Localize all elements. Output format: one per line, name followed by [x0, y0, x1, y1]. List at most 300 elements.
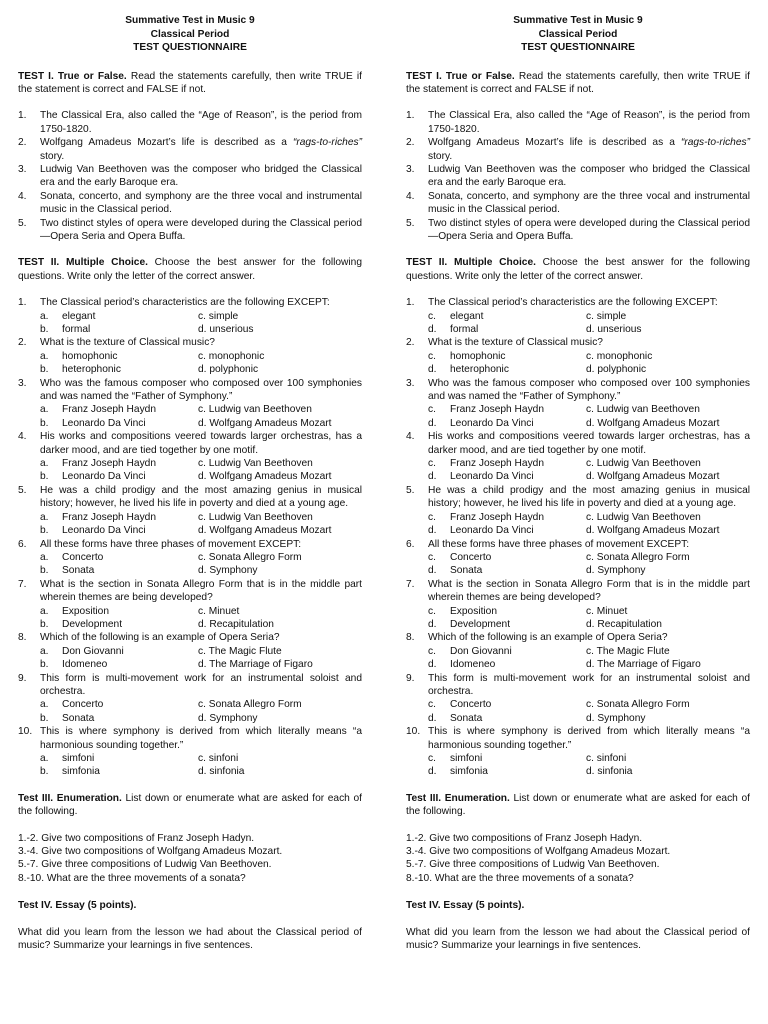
question-text: Who was the famous composer who composed over 100 symphonies and was named the “Father of Symphony.”: [40, 377, 362, 403]
option-d: [198, 564, 358, 577]
option-d: [586, 765, 746, 778]
question-text: What is the section in Sonata Allegro Form that is in the middle part wherein themes are being developed?: [428, 578, 750, 604]
option-text: Minuet: [596, 605, 628, 617]
option-text: Sonata: [62, 712, 95, 724]
option-a: [40, 645, 198, 658]
option-text: Franz Joseph Haydn: [62, 511, 157, 523]
option-text: Sonata: [450, 712, 483, 724]
option-text: Franz Joseph Haydn: [62, 404, 157, 416]
option-d: [198, 712, 358, 725]
option-letter: d.: [428, 712, 437, 724]
option-letter: c.: [428, 511, 436, 523]
option-d: [198, 470, 358, 483]
option-b: [40, 712, 198, 725]
option-a: [428, 350, 586, 363]
option-text: Don Giovanni: [450, 645, 512, 657]
option-letter: c.: [198, 605, 206, 617]
option-a: [428, 752, 586, 765]
answer-options: [40, 310, 362, 337]
option-b: [40, 417, 198, 430]
answer-options: [428, 605, 750, 632]
option-letter: b.: [40, 417, 49, 429]
question-item: [406, 725, 750, 779]
option-letter: c.: [428, 551, 436, 563]
option-text: Wolfgang Amadeus Mozart: [209, 417, 332, 429]
option-a: [40, 605, 198, 618]
test2-heading: TEST II. Multiple Choice.: [406, 257, 536, 269]
option-letter: c.: [198, 310, 206, 322]
option-text: sinfonia: [209, 766, 245, 778]
question-text: This form is multi-movement work for an instrumental soloist and orchestra.: [40, 672, 362, 697]
option-text: Wolfgang Amadeus Mozart: [209, 471, 332, 483]
answer-options: [40, 350, 362, 377]
test-kind: TEST QUESTIONNAIRE: [133, 42, 247, 53]
test-title: Summative Test in Music 9: [513, 15, 643, 26]
answer-options: [428, 403, 750, 430]
option-text: The Marriage of Figaro: [597, 659, 701, 671]
question-number: 1.: [406, 297, 415, 309]
item-number: 1.: [18, 110, 27, 122]
question-text: All these forms have three phases of movement EXCEPT:: [40, 538, 302, 550]
question-text: What is the texture of Classical music?: [428, 337, 603, 349]
question-number: 3.: [406, 377, 415, 389]
option-text: Ludwig Van Beethoven: [208, 511, 313, 523]
question-number: 8.: [18, 632, 27, 644]
item-text: Two distinct styles of opera were developed during the Classical period—Opera Seria and Opera Buffa.: [428, 217, 750, 242]
option-letter: d.: [428, 364, 437, 376]
option-letter: c.: [428, 310, 436, 322]
option-a: [428, 551, 586, 564]
test2-instruction: Choose the best answer for the following questions. Write only the letter of the correct answer.: [18, 257, 363, 282]
option-c: [198, 350, 358, 363]
option-text: Leonardo Da Vinci: [62, 471, 146, 483]
option-text: unserious: [209, 324, 254, 335]
option-c: [198, 310, 358, 323]
option-text: simfonia: [450, 766, 488, 778]
option-letter: a.: [40, 753, 49, 764]
option-letter: b.: [40, 471, 49, 483]
option-text: Exposition: [450, 605, 498, 617]
test1-heading: TEST I. True or False.: [18, 70, 127, 82]
option-b: [428, 658, 586, 671]
option-text: Franz Joseph Haydn: [62, 458, 157, 470]
option-c: [586, 551, 746, 564]
option-letter: a.: [40, 350, 49, 362]
option-c: [586, 752, 746, 765]
option-text: elegant: [62, 310, 96, 322]
question-text: Which of the following is an example of Opera Seria?: [40, 632, 280, 644]
option-text: monophonic: [596, 350, 653, 362]
answer-options: [40, 645, 362, 672]
option-letter: c.: [586, 645, 594, 657]
option-letter: c.: [198, 458, 206, 470]
option-a: [428, 310, 586, 323]
question-number: 4.: [18, 431, 27, 443]
item-text-end: story.: [428, 150, 453, 162]
option-text: simfoni: [62, 753, 95, 764]
left-copy: [18, 14, 362, 952]
option-text: sinfonia: [597, 766, 633, 778]
item-emphasis: “rags-to-riches”: [680, 137, 750, 149]
option-text: Ludwig Van Beethoven: [596, 458, 701, 470]
option-a: [428, 605, 586, 618]
item-text: The Classical Era, also called the “Age of Reason”, is the period from 1750-1820.: [428, 110, 750, 135]
option-b: [428, 564, 586, 577]
test3-instruction: List down or enumerate what are asked for each of the following.: [406, 792, 750, 818]
option-b: [40, 765, 198, 778]
option-a: [428, 645, 586, 658]
question-number: 5.: [406, 484, 415, 496]
answer-options: [40, 457, 362, 484]
question-number: 2.: [406, 337, 415, 349]
option-text: polyphonic: [209, 364, 259, 376]
option-letter: b.: [40, 565, 49, 577]
item-text: Two distinct styles of opera were developed during the Classical period—Opera Seria and Opera Buffa.: [40, 217, 362, 242]
essay-question: What did you learn from the lesson we had about the Classical period of music? Summarize your learnings in five sentences.: [18, 926, 362, 952]
option-letter: a.: [40, 511, 49, 523]
option-a: [40, 511, 198, 524]
question-item: [406, 336, 750, 376]
option-text: Don Giovanni: [62, 645, 124, 657]
option-b: [40, 323, 198, 336]
option-d: [198, 765, 358, 778]
question-text: What is the section in Sonata Allegro Form that is in the middle part wherein themes are being developed?: [40, 578, 362, 604]
option-d: [586, 363, 746, 376]
option-c: [586, 457, 746, 470]
option-text: Symphony: [597, 712, 646, 724]
option-letter: d.: [586, 364, 595, 376]
option-text: Concerto: [450, 551, 492, 563]
true-false-item: [406, 109, 750, 136]
option-a: [40, 752, 198, 765]
option-letter: c.: [586, 699, 594, 711]
option-c: [198, 605, 358, 618]
option-a: [428, 403, 586, 416]
enumeration-list: [18, 832, 362, 886]
option-letter: d.: [428, 525, 437, 537]
option-letter: d.: [198, 471, 207, 483]
question-item: [18, 377, 362, 431]
option-letter: d.: [198, 324, 207, 335]
option-a: [40, 403, 198, 416]
question-number: 1.: [18, 297, 27, 309]
option-letter: c.: [428, 404, 436, 416]
question-text: This is where symphony is derived from which literally means “a harmonious sounding together.”: [40, 726, 362, 751]
question-item: [18, 484, 362, 538]
question-text: His works and compositions veered towards larger orchestras, has a darker mood, and are tied together by one motif.: [40, 431, 362, 456]
option-text: The Magic Flute: [596, 645, 670, 657]
true-false-list: [18, 109, 362, 243]
option-letter: c.: [586, 551, 594, 563]
option-d: [586, 564, 746, 577]
option-letter: d.: [428, 417, 437, 429]
item-number: 3.: [18, 163, 27, 175]
option-text: Sonata: [450, 565, 483, 577]
question-item: [406, 484, 750, 538]
question-text: This form is multi-movement work for an instrumental soloist and orchestra.: [428, 672, 750, 697]
option-a: [428, 698, 586, 711]
option-letter: d.: [586, 766, 595, 778]
option-letter: a.: [40, 605, 49, 617]
option-b: [428, 618, 586, 631]
option-text: Ludwig van Beethoven: [208, 404, 312, 416]
option-d: [586, 658, 746, 671]
option-text: Concerto: [62, 551, 104, 563]
option-text: Leonardo Da Vinci: [62, 525, 146, 537]
option-b: [428, 417, 586, 430]
option-text: polyphonic: [597, 364, 647, 376]
true-false-item: [18, 163, 362, 190]
option-letter: c.: [586, 350, 594, 362]
option-text: The Magic Flute: [208, 645, 282, 657]
option-letter: d.: [586, 324, 595, 335]
option-letter: a.: [40, 551, 49, 563]
true-false-item: [18, 217, 362, 244]
option-text: sinfoni: [596, 753, 627, 764]
question-text: He was a child prodigy and the most amazing genius in musical history; however, he lived his life in poverty and died at a young age.: [40, 484, 362, 510]
option-text: Development: [62, 618, 123, 630]
true-false-item: [406, 163, 750, 190]
question-text: The Classical period’s characteristics are the following EXCEPT:: [40, 297, 330, 309]
option-b: [428, 363, 586, 376]
true-false-item: [18, 109, 362, 136]
item-text: Sonata, concerto, and symphony are the three vocal and instrumental music in the Classical period.: [40, 190, 362, 216]
option-b: [428, 470, 586, 483]
answer-options: [428, 698, 750, 725]
option-text: Sonata Allegro Form: [596, 551, 690, 563]
option-d: [586, 417, 746, 430]
test1-instructions: [406, 70, 750, 97]
option-letter: a.: [40, 310, 49, 322]
option-a: [40, 457, 198, 470]
test3-heading: Test III. Enumeration.: [18, 792, 122, 804]
item-number: 3.: [406, 163, 415, 175]
option-letter: c.: [198, 699, 206, 711]
option-letter: c.: [198, 645, 206, 657]
question-text: He was a child prodigy and the most amazing genius in musical history; however, he lived his life in poverty and died at a young age.: [428, 484, 750, 510]
test1-heading: TEST I. True or False.: [406, 70, 515, 82]
answer-options: [428, 645, 750, 672]
option-letter: d.: [586, 471, 595, 483]
item-emphasis: “rags-to-riches”: [292, 137, 362, 149]
option-letter: b.: [40, 364, 49, 376]
option-letter: a.: [40, 699, 49, 711]
option-b: [40, 564, 198, 577]
option-letter: d.: [586, 618, 595, 630]
question-item: [18, 631, 362, 671]
option-text: elegant: [450, 310, 484, 322]
option-text: homophonic: [62, 350, 118, 362]
option-text: Wolfgang Amadeus Mozart: [209, 525, 332, 537]
question-item: [406, 430, 750, 484]
test2-instructions: [406, 256, 750, 283]
option-letter: b.: [40, 659, 49, 671]
option-text: Leonardo Da Vinci: [450, 417, 534, 429]
test2-instructions: [18, 256, 362, 283]
option-letter: d.: [198, 659, 207, 671]
question-text: All these forms have three phases of movement EXCEPT:: [428, 538, 690, 550]
option-d: [586, 470, 746, 483]
option-a: [428, 511, 586, 524]
option-text: Recapitulation: [597, 618, 662, 630]
option-a: [428, 457, 586, 470]
option-letter: c.: [198, 753, 206, 764]
option-letter: a.: [40, 404, 49, 416]
true-false-item: [18, 190, 362, 217]
option-letter: c.: [586, 511, 594, 523]
test2-heading: TEST II. Multiple Choice.: [18, 257, 148, 269]
question-text: This is where symphony is derived from which literally means “a harmonious sounding together.”: [428, 726, 750, 751]
option-text: Sonata Allegro Form: [208, 699, 302, 711]
option-letter: c.: [586, 605, 594, 617]
option-letter: d.: [198, 565, 207, 577]
test3-instruction: List down or enumerate what are asked for each of the following.: [18, 792, 362, 818]
test1-instruction: Read the statements carefully, then write TRUE if the statement is correct and FALSE if not.: [18, 70, 362, 95]
option-letter: d.: [428, 324, 437, 335]
question-number: 8.: [406, 632, 415, 644]
option-letter: c.: [198, 404, 206, 416]
item-text: Sonata, concerto, and symphony are the three vocal and instrumental music in the Classical period.: [428, 190, 750, 216]
option-c: [586, 511, 746, 524]
enumeration-item: 1.-2. Give two compositions of Franz Joseph Hadyn.: [406, 832, 643, 844]
essay-question: What did you learn from the lesson we had about the Classical period of music? Summarize your learnings in five sentences.: [406, 926, 750, 952]
option-c: [586, 645, 746, 658]
true-false-item: [18, 136, 362, 163]
option-letter: d.: [428, 618, 437, 630]
question-item: [406, 578, 750, 632]
option-letter: d.: [198, 364, 207, 376]
option-text: Franz Joseph Haydn: [450, 404, 545, 416]
answer-options: [428, 551, 750, 578]
test3-instructions: [406, 792, 750, 819]
question-item: [18, 538, 362, 578]
test1-instruction: Read the statements carefully, then write TRUE if the statement is correct and FALSE if not.: [406, 70, 750, 95]
option-text: Leonardo Da Vinci: [450, 471, 534, 483]
option-letter: c.: [428, 350, 436, 362]
option-text: Wolfgang Amadeus Mozart: [597, 471, 720, 483]
option-letter: d.: [586, 712, 595, 724]
option-text: Leonardo Da Vinci: [450, 525, 534, 537]
option-letter: c.: [428, 645, 436, 657]
answer-options: [40, 698, 362, 725]
question-number: 5.: [18, 484, 27, 496]
option-letter: c.: [586, 753, 594, 764]
option-b: [428, 712, 586, 725]
option-letter: b.: [40, 525, 49, 537]
option-letter: c.: [586, 458, 594, 470]
option-d: [586, 323, 746, 336]
option-text: Recapitulation: [209, 618, 274, 630]
test4-heading-text: Test IV. Essay (5 points).: [406, 900, 525, 912]
option-b: [40, 363, 198, 376]
option-letter: d.: [586, 525, 595, 537]
question-item: [406, 377, 750, 431]
question-text: What is the texture of Classical music?: [40, 337, 215, 349]
option-d: [198, 658, 358, 671]
option-b: [40, 618, 198, 631]
option-letter: d.: [198, 766, 207, 778]
enumeration-item: 3.-4. Give two compositions of Wolfgang Amadeus Mozart.: [18, 846, 283, 858]
item-number: 5.: [406, 217, 415, 229]
option-c: [586, 605, 746, 618]
question-item: [406, 538, 750, 578]
option-c: [586, 350, 746, 363]
option-a: [40, 310, 198, 323]
option-letter: b.: [40, 766, 49, 778]
test4-heading: [406, 899, 750, 912]
option-text: Symphony: [209, 712, 258, 724]
enumeration-item: 3.-4. Give two compositions of Wolfgang Amadeus Mozart.: [406, 846, 671, 858]
question-number: 6.: [406, 538, 415, 550]
question-text: Which of the following is an example of Opera Seria?: [428, 632, 668, 644]
option-text: Minuet: [208, 605, 240, 617]
option-text: Ludwig Van Beethoven: [596, 511, 701, 523]
option-d: [198, 417, 358, 430]
test-header: [406, 14, 750, 55]
option-letter: c.: [428, 699, 436, 711]
answer-options: [40, 403, 362, 430]
option-letter: d.: [586, 417, 595, 429]
option-letter: c.: [198, 350, 206, 362]
option-text: Franz Joseph Haydn: [450, 458, 545, 470]
true-false-item: [406, 190, 750, 217]
option-letter: d.: [198, 618, 207, 630]
item-text-end: story.: [40, 150, 65, 162]
answer-options: [428, 457, 750, 484]
option-text: unserious: [597, 324, 642, 335]
question-item: [18, 725, 362, 779]
option-text: simfoni: [450, 753, 483, 764]
test-title: Summative Test in Music 9: [125, 15, 255, 26]
option-letter: d.: [428, 659, 437, 671]
question-item: [18, 336, 362, 376]
option-b: [428, 524, 586, 537]
option-text: homophonic: [450, 350, 506, 362]
item-number: 4.: [406, 190, 415, 202]
option-d: [198, 363, 358, 376]
item-number: 1.: [406, 110, 415, 122]
question-number: 7.: [18, 578, 27, 590]
question-item: [406, 631, 750, 671]
question-number: 3.: [18, 377, 27, 389]
option-c: [586, 403, 746, 416]
item-number: 2.: [18, 137, 27, 149]
option-a: [40, 698, 198, 711]
test2-instruction: Choose the best answer for the following questions. Write only the letter of the correct answer.: [406, 257, 751, 282]
option-letter: b.: [40, 324, 49, 335]
option-d: [198, 618, 358, 631]
option-letter: c.: [428, 605, 436, 617]
option-text: heterophonic: [62, 364, 121, 376]
test-subtitle: Classical Period: [150, 28, 230, 40]
test4-heading: [18, 899, 362, 912]
option-b: [428, 765, 586, 778]
question-item: [18, 672, 362, 726]
option-c: [198, 511, 358, 524]
option-letter: b.: [40, 712, 49, 724]
item-number: 2.: [406, 137, 415, 149]
option-a: [40, 551, 198, 564]
question-number: 2.: [18, 337, 27, 349]
question-item: [18, 296, 362, 336]
item-text: Wolfgang Amadeus Mozart’s life is described as a: [428, 137, 681, 149]
item-text: Ludwig Van Beethoven was the composer who bridged the Classical era and the early Baroque era.: [40, 163, 362, 189]
option-text: formal: [450, 324, 479, 335]
option-letter: d.: [198, 712, 207, 724]
option-b: [428, 323, 586, 336]
option-letter: c.: [586, 404, 594, 416]
enumeration-item: 5.-7. Give three compositions of Ludwig Van Beethoven.: [18, 859, 272, 871]
